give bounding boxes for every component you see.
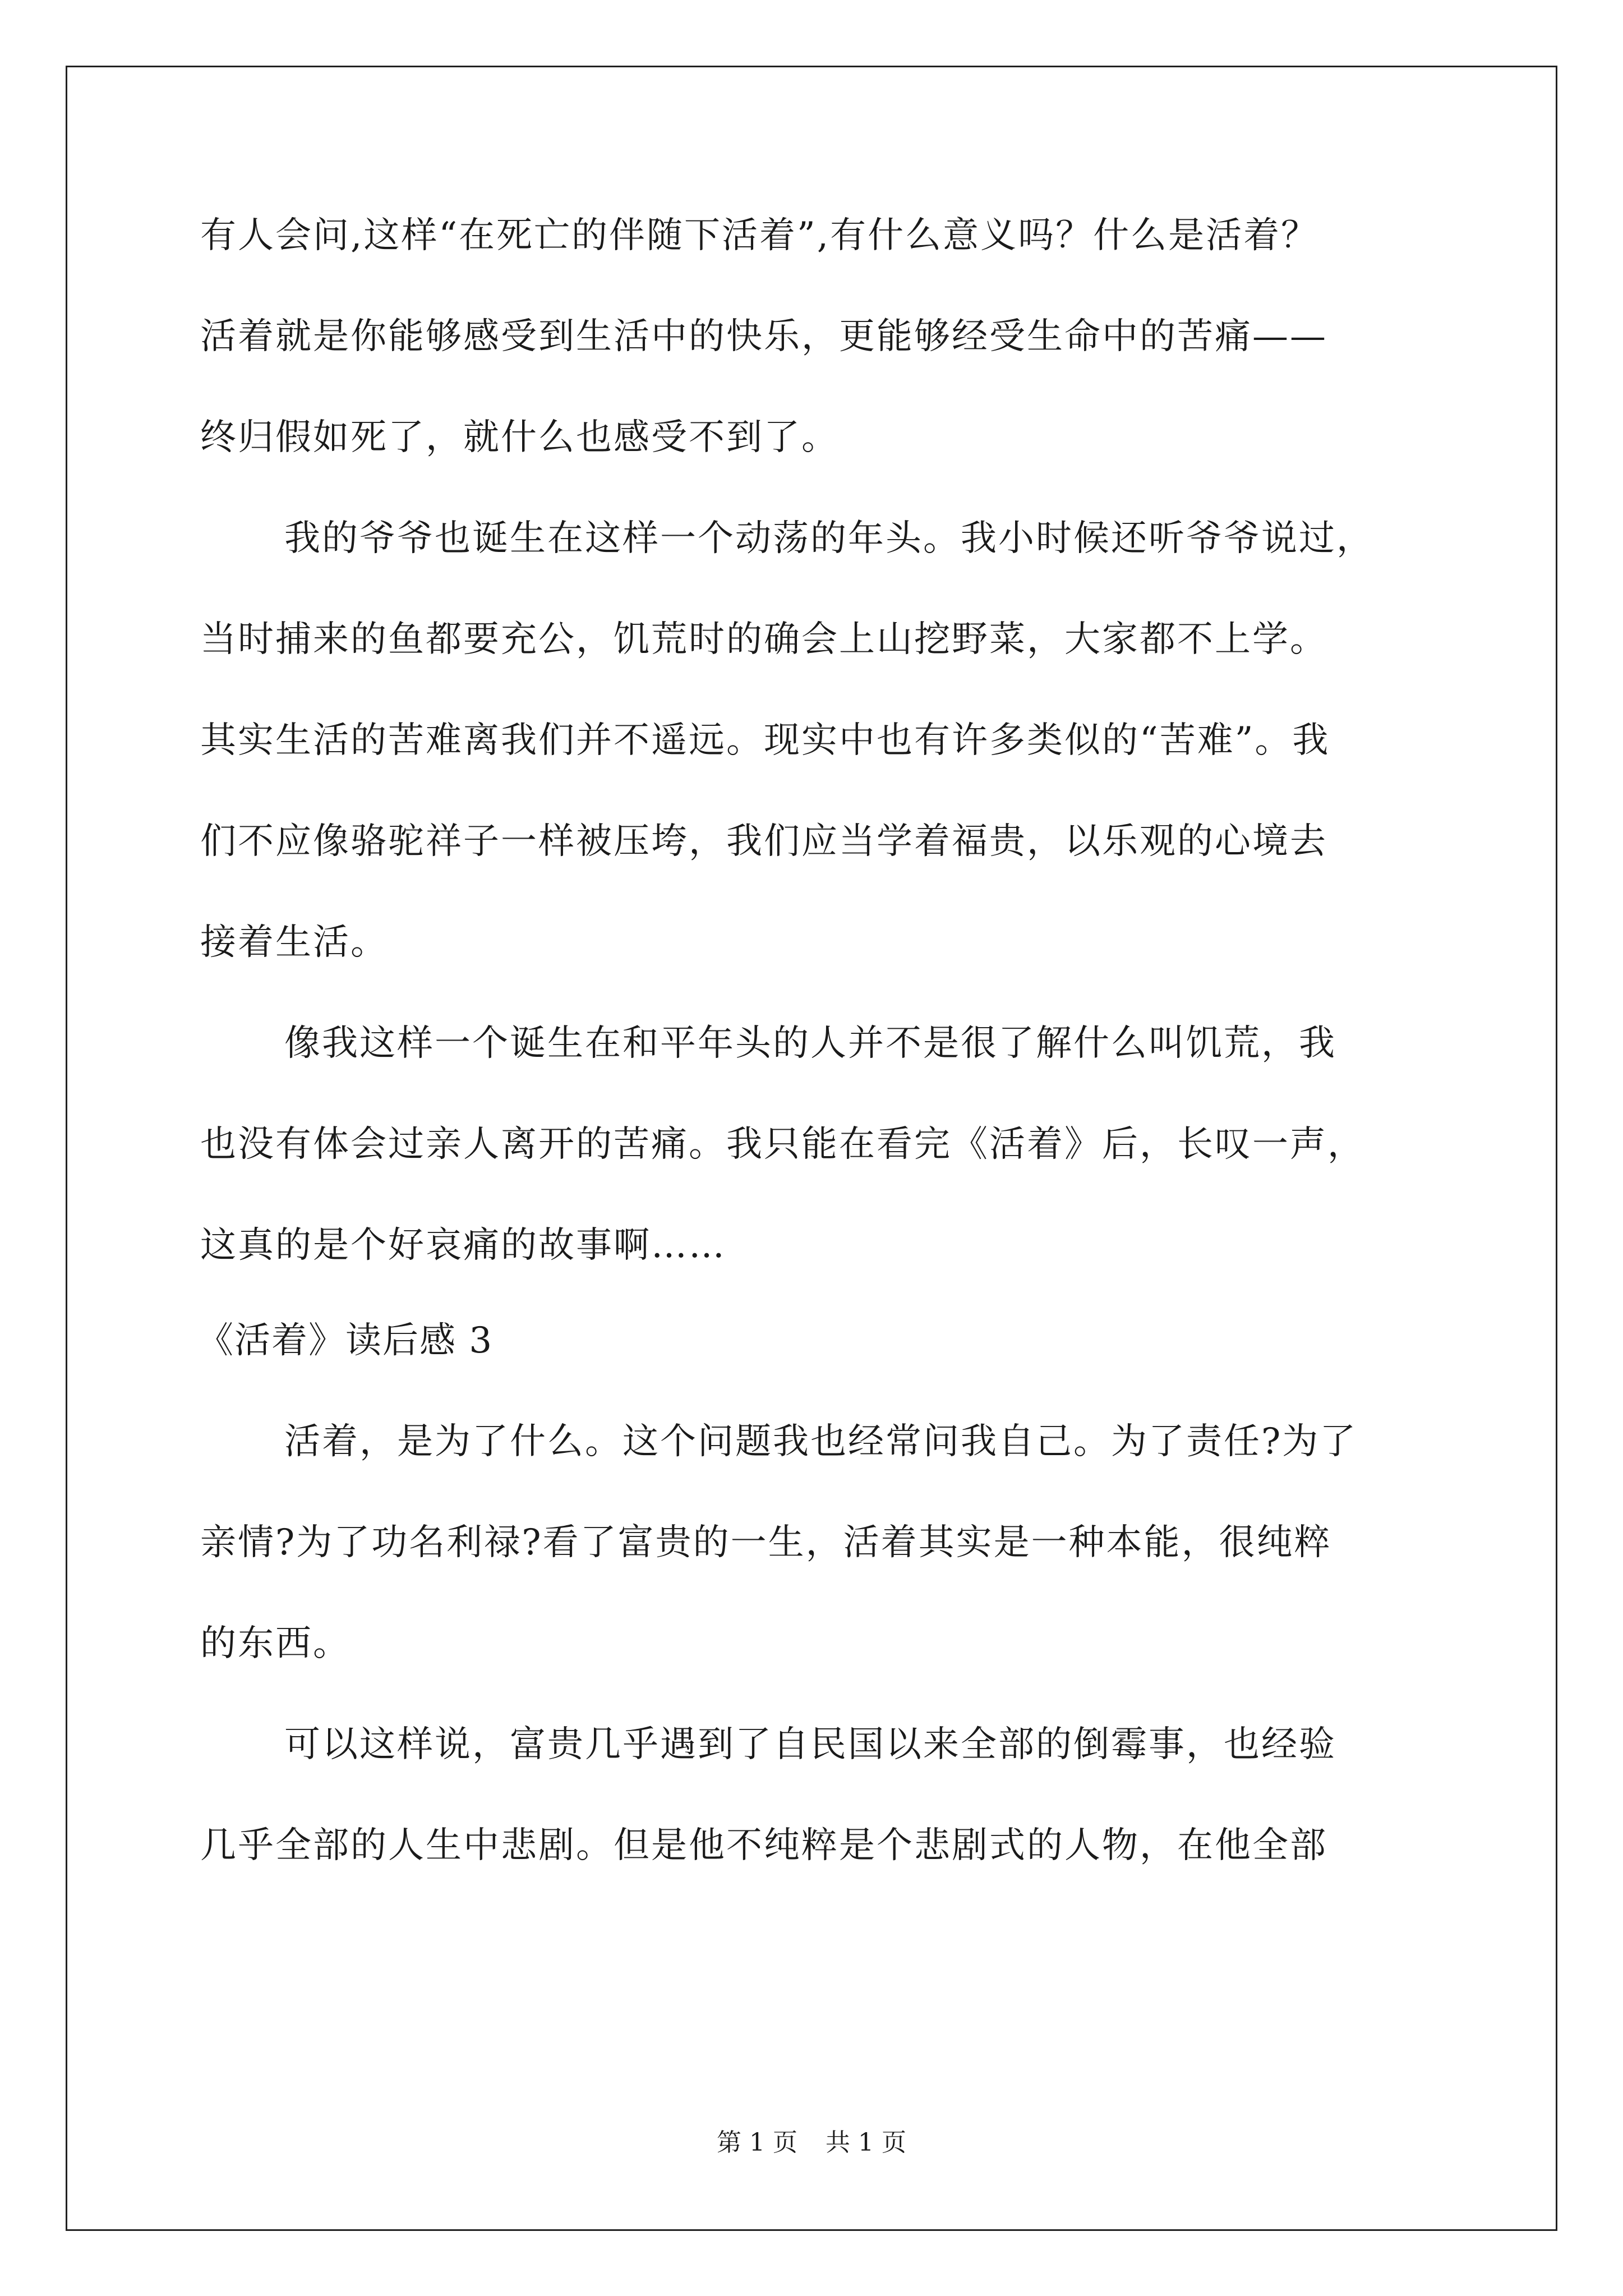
total-pages: 共 1 页 [826,2128,906,2157]
paragraph-1-line-3: 终归假如死了，就什么也感受不到了。 [200,417,839,458]
paragraph-3-line-1: 像我这样一个诞生在和平年头的人并不是很了解什么叫饥荒，我 [284,1023,1336,1064]
paragraph-2-line-1: 我的爷爷也诞生在这样一个动荡的年头。我小时候还听爷爷说过， [284,518,1374,559]
paragraph-3-line-2: 也没有体会过亲人离开的苦痛。我只能在看完《活着》后，长叹一声， [200,1124,1365,1165]
paragraph-2-line-2: 当时捕来的鱼都要充公，饥荒时的确会上山挖野菜，大家都不上学。 [200,619,1327,660]
paragraph-1-line-2: 活着就是你能够感受到生活中的快乐，更能够经受生命中的苦痛—— [200,316,1327,357]
paragraph-4-line-1: 活着，是为了什么。这个问题我也经常问我自己。为了责任?为了 [284,1421,1358,1462]
paragraph-4-line-3: 的东西。 [200,1623,351,1664]
paragraph-4-line-2: 亲情?为了功名利禄?看了富贵的一生，活着其实是一种本能，很纯粹 [200,1522,1332,1563]
page-footer [0,2126,1623,2160]
paragraph-2-line-5: 接着生活。 [200,922,388,963]
paragraph-2-line-4: 们不应像骆驼祥子一样被压垮，我们应当学着福贵，以乐观的心境去 [200,821,1327,862]
paragraph-1-line-1: 有人会问,这样“在死亡的伴随下活着”,有什么意义吗？什么是活着？ [200,215,1319,256]
section-heading: 《活着》读后感 3 [197,1320,494,1361]
paragraph-5-line-1: 可以这样说，富贵几乎遇到了自民国以来全部的倒霉事，也经验 [284,1724,1336,1765]
paragraph-5-line-2: 几乎全部的人生中悲剧。但是他不纯粹是个悲剧式的人物，在他全部 [200,1825,1327,1866]
page-number: 第 1 页 [717,2128,797,2157]
paragraph-3-line-3: 这真的是个好哀痛的故事啊…… [200,1225,726,1266]
paragraph-2-line-3: 其实生活的苦难离我们并不遥远。现实中也有许多类似的“苦难”。我 [200,720,1330,761]
